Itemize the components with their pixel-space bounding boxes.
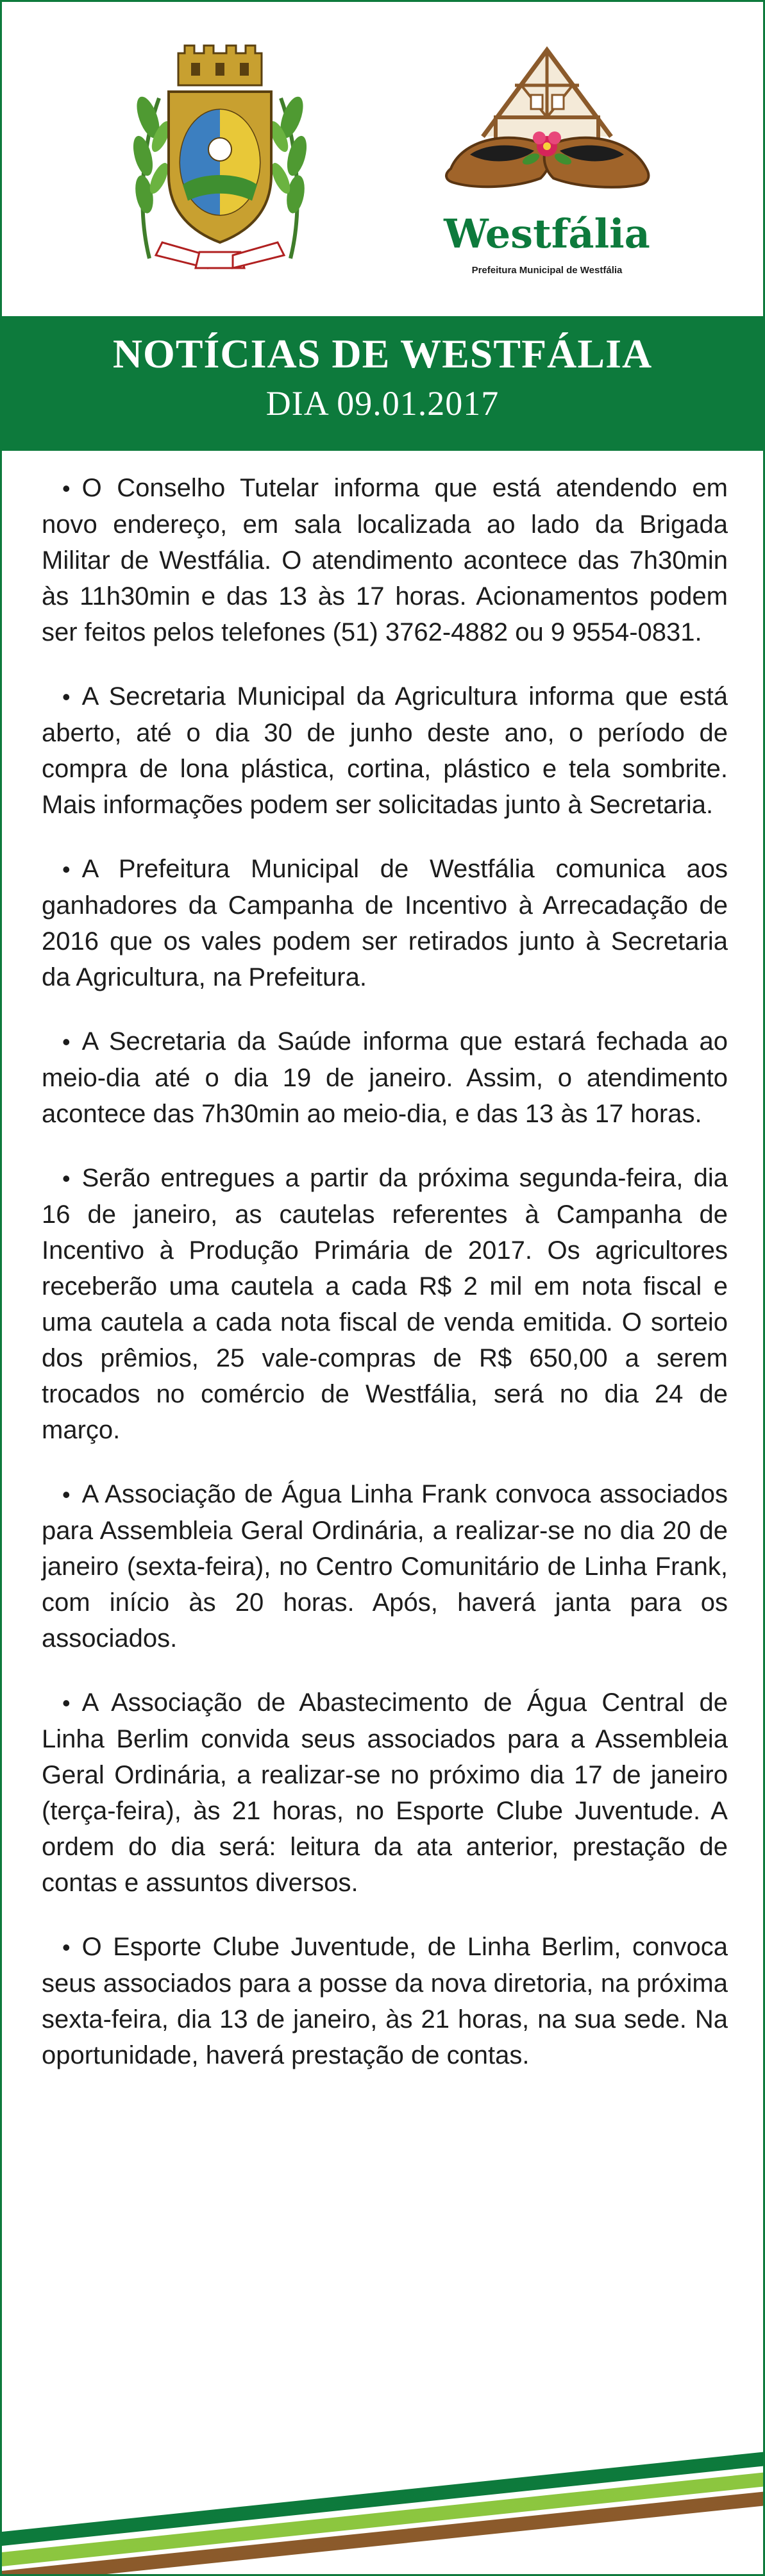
news-list [42, 470, 728, 2101]
news-item [42, 1160, 728, 1448]
news-text: A Prefeitura Municipal de Westfália comunica aos ganhadores da Campanha de Incentivo à Arrecadação de 2016 que os vales podem ser retirados junto à Secretaria da Agricultura, na Prefeitura. [42, 855, 728, 991]
page-title: NOTÍCIAS DE WESTFÁLIA [112, 331, 653, 376]
page-date: DIA 09.01.2017 [265, 384, 500, 423]
bullet-icon: • [62, 1481, 71, 1508]
news-text: A Secretaria da Saúde informa que estará fechada ao meio-dia até o dia 19 de janeiro. Assim, o atendimento acontece das 7h30min ao meio-dia, e das 13 às 17 horas. [42, 1027, 728, 1128]
news-item [42, 1476, 728, 1656]
bullet-icon: • [62, 475, 71, 501]
title-banner [2, 316, 763, 451]
footer-stripes [2, 2452, 765, 2576]
news-text: Serão entregues a partir da próxima segunda-feira, dia 16 de janeiro, as cautelas referentes à Campanha de Incentivo à Produção Primária de 2017. Os agricultores receberão uma cautela a cada R$ 2 mil em nota fiscal e uma cautela a cada nota fiscal de venda emitida. O sorteio dos prêmios, 25 vale-compras de R$ 650,00 a serem trocados no comércio de Westfália, será no dia 24 de março. [42, 1164, 728, 1444]
stripe-green-light [2, 2472, 765, 2566]
westfalia-logo [425, 40, 669, 278]
logo-name: Westfália [444, 210, 650, 257]
news-text: A Secretaria Municipal da Agricultura informa que está aberto, até o dia 30 de junho deste ano, o período de compra de lona plástica, cortina, plástico e tela sombrite. Mais informações podem ser solicitadas junto à Secretaria. [42, 682, 728, 819]
news-text: A Associação de Água Linha Frank convoca associados para Assembleia Geral Ordinária, a realizar-se no dia 20 de janeiro (sexta-feira), no Centro Comunitário de Linha Frank, com início às 20 horas. Após, haverá janta para os associados. [42, 1480, 728, 1653]
news-item [42, 851, 728, 995]
news-item [42, 1685, 728, 1901]
header [2, 2, 763, 316]
bullet-icon: • [62, 684, 71, 710]
bullet-icon: • [62, 1165, 71, 1191]
news-item [42, 678, 728, 823]
timber-house-and-clogs-icon [425, 40, 669, 207]
news-item [42, 1023, 728, 1132]
bullet-icon: • [62, 856, 71, 882]
bullet-icon: • [62, 1934, 71, 1960]
news-item [42, 1929, 728, 2073]
news-text: O Conselho Tutelar informa que está atendendo em novo endereço, em sala localizada ao lado da Brigada Militar de Westfália. O atendimento acontece das 7h30min às 11h30min e das 13 às 17 horas. Acionamentos podem ser feitos pelos telefones (51) 3762-4882 ou 9 9554-0831. [42, 474, 728, 646]
bullet-icon: • [62, 1690, 71, 1716]
municipal-coat-of-arms-icon [124, 40, 316, 278]
news-item [42, 470, 728, 650]
news-text: O Esporte Clube Juventude, de Linha Berlim, convoca seus associados para a posse da nova diretoria, na próxima sexta-feira, dia 13 de janeiro, às 21 horas, na sua sede. Na oportunidade, haverá prestação de contas. [42, 1933, 728, 2069]
logo-subtitle: Prefeitura Municipal de Westfália [471, 265, 623, 276]
news-text: A Associação de Abastecimento de Água Central de Linha Berlim convida seus associados para a Assembleia Geral Ordinária, a realizar-se no próximo dia 17 de janeiro (terça-feira), às 21 horas, no Esporte Clube Juventude. A ordem do dia será: leitura da ata anterior, prestação de contas e assuntos diversos. [42, 1688, 728, 1897]
bullet-icon: • [62, 1029, 71, 1055]
